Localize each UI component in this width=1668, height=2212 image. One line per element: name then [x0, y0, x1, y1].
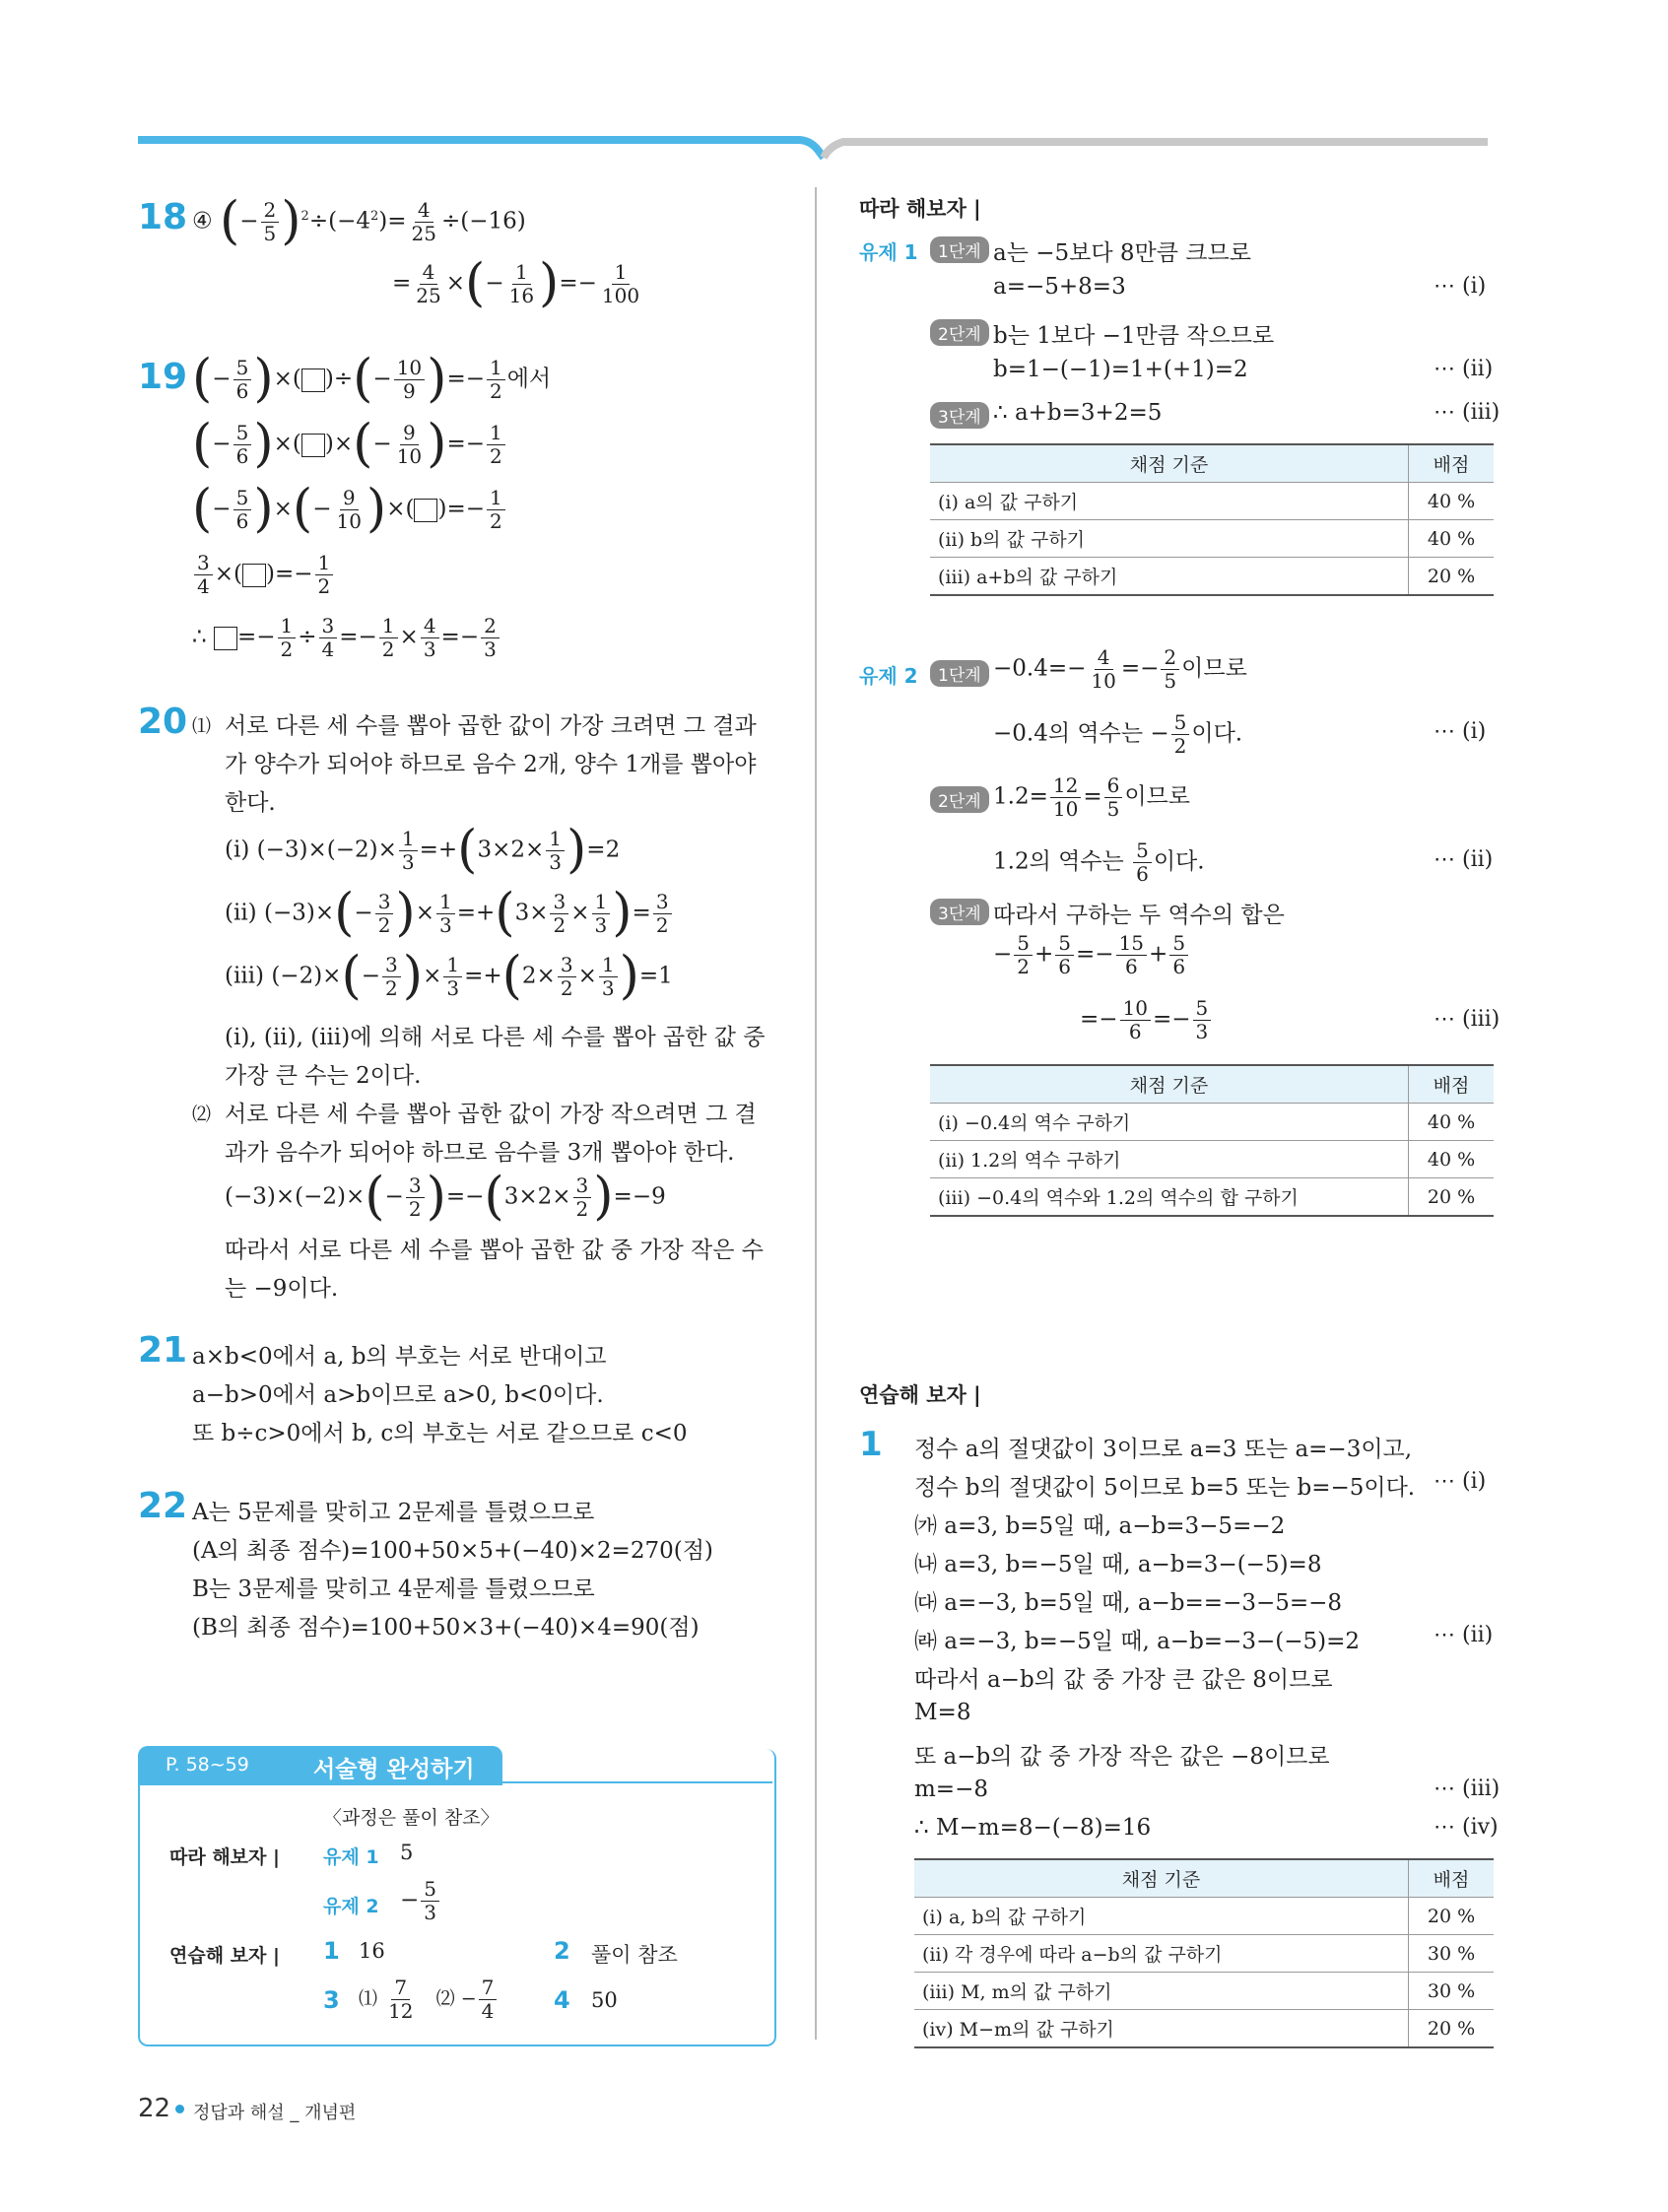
pr1-mark4: ⋯ (ⅳ) — [1434, 1815, 1499, 1840]
p22-line1: A는 5문제를 맞히고 2문제를 틀렸으므로 — [192, 1500, 595, 1525]
ex1-table-h1: 채점 기준 — [930, 444, 1409, 483]
pr1-line1: 정수 a의 절댓값이 3이므로 a=3 또는 a=−3이고, — [914, 1437, 1413, 1462]
pr1-line8: M=8 — [914, 1700, 971, 1725]
table-row: (ⅰ) a, b의 값 구하기 20 % — [914, 1898, 1494, 1935]
problem-number-19: 19 — [138, 357, 188, 397]
table-row: (ⅲ) −0.4의 역수와 1.2의 역수의 합 구하기 20 % — [930, 1178, 1494, 1217]
ex2-step1: 1단계 — [930, 660, 989, 687]
p22-line2: (A의 최종 점수)=100+50×5+(−40)×2=270(점) — [192, 1538, 713, 1564]
summary-a2-value: 풀이 참조 — [591, 1943, 678, 1967]
ex1-s3-eq: ∴ a+b=3+2=5 — [993, 400, 1163, 426]
pr1-line4: ㈏ a=3, b=−5일 때, a−b=3−(−5)=8 — [914, 1552, 1322, 1577]
p21-line2: a−b>0에서 a>b이므로 a>0, b<0이다. — [192, 1382, 604, 1408]
p20-part2-line2: 과가 음수가 되어야 하므로 음수를 3개 뽑아야 한다. — [225, 1140, 735, 1166]
column-divider — [815, 187, 817, 2040]
footer-page-number: 22 — [138, 2094, 171, 2123]
p20-part1-mark: ⑴ — [192, 715, 212, 737]
problem-number-21: 21 — [138, 1330, 188, 1371]
p20-part1-line1: 서로 다른 세 수를 뽑아 곱한 값이 가장 크려면 그 결과 — [225, 713, 757, 739]
ex2-grading-table — [930, 1064, 1494, 1217]
p21-line3: 또 b÷c>0에서 b, c의 부호는 서로 같으므로 c<0 — [192, 1421, 688, 1446]
summary-ex1-label: 유제 1 — [323, 1846, 379, 1868]
table-row: (ⅱ) b의 값 구하기 40 % — [930, 520, 1494, 558]
problem-number-18: 18 — [138, 197, 188, 237]
ex2-table-h2: 배점 — [1409, 1065, 1495, 1104]
summary-note: 〈과정은 풀이 참조〉 — [323, 1807, 500, 1829]
p20-part2-concl2: 는 −9이다. — [225, 1276, 339, 1302]
summary-practice-label: 연습해 보자 | — [169, 1945, 280, 1967]
pr1-table-h2: 배점 — [1409, 1859, 1495, 1898]
ex2-mark3: ⋯ (ⅲ) — [1434, 1007, 1501, 1032]
pr1-line11: ∴ M−m=8−(−8)=16 — [914, 1815, 1152, 1841]
ex2-mark1: ⋯ (ⅰ) — [1434, 719, 1487, 744]
summary-a4-num: 4 — [554, 1986, 570, 2014]
pr1-line6: ㈑ a=−3, b=−5일 때, a−b=−3−(−5)=2 — [914, 1629, 1361, 1654]
summary-ex2-label: 유제 2 — [323, 1896, 379, 1917]
summary-ex1-value: 5 — [400, 1841, 414, 1864]
p20-part1-line3: 한다. — [225, 790, 276, 816]
pr1-mark3: ⋯ (ⅲ) — [1434, 1776, 1501, 1801]
summary-ex2-value: − $\frac{5}{3}$ — [400, 1878, 441, 1924]
ex2-s3-eq2: =− $\frac{10}{6}$ =− $\frac{5}{3}$ — [1080, 997, 1213, 1043]
p18-line2: = $\frac{4}{25}$ ×(− $\frac{1}{16}$ )=− $\frac{1}{100}$ — [392, 253, 640, 313]
ex1-label: 유제 1 — [859, 240, 918, 264]
ex1-mark1: ⋯ (ⅰ) — [1434, 274, 1487, 299]
pr1-line2: 정수 b의 절댓값이 5이므로 b=5 또는 b=−5이다. — [914, 1475, 1416, 1501]
p20-part2-mark: ⑵ — [192, 1104, 212, 1125]
p20-part2-concl1: 따라서 서로 다른 세 수를 뽑아 곱한 값 중 가장 작은 수 — [225, 1238, 764, 1263]
practice-title: 연습해 보자 | — [859, 1383, 981, 1407]
problem-number-20: 20 — [138, 702, 188, 742]
header-decoration — [0, 128, 1668, 168]
ex2-step2: 2단계 — [930, 786, 989, 813]
ex1-step1: 1단계 — [930, 236, 989, 263]
table-row: (ⅲ) M, m의 값 구하기 30 % — [914, 1973, 1494, 2010]
summary-a3-num: 3 — [323, 1986, 340, 2014]
summary-pages: P. 58~59 — [166, 1754, 249, 1776]
pr1-line3: ㈎ a=3, b=5일 때, a−b=3−5=−2 — [914, 1513, 1286, 1539]
p20-case2: (ⅱ) (−3)×(− $\frac{3}{2}$ )× $\frac{1}{3}$ =+(3× $\frac{3}{2}$ × $\frac{1}{3}$ )= $\frac{3}{2}$ — [225, 891, 674, 937]
ex2-s3-text: 따라서 구하는 두 역수의 합은 — [993, 903, 1285, 928]
ex2-s1b: −0.4의 역수는 − $\frac{5}{2}$ 이다. — [993, 710, 1243, 758]
table-row: (ⅱ) 1.2의 역수 구하기 40 % — [930, 1141, 1494, 1178]
p20-part2-line1: 서로 다른 세 수를 뽑아 곱한 값이 가장 작으려면 그 결 — [225, 1102, 757, 1127]
ex2-label: 유제 2 — [859, 664, 918, 688]
ex1-s1-text: a는 −5보다 8만큼 크므로 — [993, 240, 1251, 266]
p19-line3: (− $\frac{5}{6}$ )×(− $\frac{9}{10}$ )×( )=− $\frac{1}{2}$ — [192, 487, 507, 533]
ex1-s2-eq: b=1−(−1)=1+(+1)=2 — [993, 357, 1248, 382]
ex2-s2b: 1.2의 역수는 $\frac{5}{6}$ 이다. — [993, 838, 1205, 886]
summary-a1-value: 16 — [359, 1939, 385, 1963]
p21-line1: a×b<0에서 a, b의 부호는 서로 반대이고 — [192, 1344, 607, 1370]
p20-part2-eq: (−3)×(−2)×(− $\frac{3}{2}$ )=−(3×2× $\frac{3}{2}$ )=−9 — [225, 1167, 666, 1227]
table-row: (ⅱ) 각 경우에 따라 a−b의 값 구하기 30 % — [914, 1935, 1494, 1973]
footer-text: 정답과 해설 _ 개념편 — [193, 2103, 357, 2123]
ex2-s2-eq: 1.2= $\frac{12}{10}$ = $\frac{6}{5}$ 이므로 — [993, 773, 1190, 821]
summary-title: 서술형 완성하기 — [313, 1757, 475, 1782]
pr1-line10: m=−8 — [914, 1776, 988, 1802]
p20-part1-concl1: (ⅰ), (ⅱ), (ⅲ)에 의해 서로 다른 세 수를 뽑아 곱한 값 중 — [225, 1025, 766, 1050]
practice-number-1: 1 — [859, 1425, 883, 1464]
table-row: (ⅰ) a의 값 구하기 40 % — [930, 483, 1494, 520]
summary-a3-value: ⑴ $\frac{7}{12}$ ⑵ − $\frac{7}{4}$ — [359, 1977, 499, 2023]
p20-part1-line2: 가 양수가 되어야 하므로 음수 2개, 양수 1개를 뽑아야 — [225, 752, 757, 777]
pr1-line9: 또 a−b의 값 중 가장 작은 값은 −8이므로 — [914, 1744, 1330, 1770]
pr1-table-h1: 채점 기준 — [914, 1859, 1409, 1898]
p19-line1: (− $\frac{5}{6}$ )×( )÷(− $\frac{10}{9}$ )=− $\frac{1}{2}$ 에서 — [192, 349, 552, 409]
p19-line2: (− $\frac{5}{6}$ )×( )×(− $\frac{9}{10}$ )=− $\frac{1}{2}$ — [192, 422, 507, 468]
pr1-mark2: ⋯ (ⅱ) — [1434, 1623, 1494, 1647]
ex1-step3: 3단계 — [930, 402, 989, 429]
summary-a1-num: 1 — [323, 1937, 340, 1965]
ex2-s3-eq1: − $\frac{5}{2}$ + $\frac{5}{6}$ =− $\frac{15}{6}$ + $\frac{5}{6}$ — [993, 932, 1190, 978]
pr1-mark1: ⋯ (ⅰ) — [1434, 1469, 1487, 1494]
ex1-step2: 2단계 — [930, 319, 989, 346]
ex1-grading-table — [930, 443, 1494, 596]
ex1-s2-text: b는 1보다 −1만큼 작으므로 — [993, 323, 1275, 349]
ex1-table-h2: 배점 — [1409, 444, 1495, 483]
pr1-line5: ㈐ a=−3, b=5일 때, a−b==−3−5=−8 — [914, 1590, 1343, 1616]
p20-part1-concl2: 가장 큰 수는 2이다. — [225, 1063, 422, 1089]
summary-tab-line — [502, 1781, 772, 1783]
ex2-s1-eq: −0.4=− $\frac{4}{10}$ =− $\frac{2}{5}$ 이므로 — [993, 645, 1247, 693]
follow-title: 따라 해보자 | — [859, 197, 981, 221]
pr1-line7: 따라서 a−b의 값 중 가장 큰 값은 8이므로 — [914, 1667, 1333, 1693]
ex2-step3: 3단계 — [930, 899, 989, 925]
summary-a4-value: 50 — [591, 1988, 618, 2012]
ex1-mark2: ⋯ (ⅱ) — [1434, 357, 1494, 381]
problem-number-22: 22 — [138, 1486, 188, 1526]
ex2-mark2: ⋯ (ⅱ) — [1434, 847, 1494, 872]
footer-dot-icon — [175, 2105, 184, 2113]
ex2-table-h1: 채점 기준 — [930, 1065, 1409, 1104]
p19-line4: $\frac{3}{4}$ ×( )=− $\frac{1}{2}$ — [192, 552, 335, 598]
p22-line3: B는 3문제를 맞히고 4문제를 틀렸으므로 — [192, 1576, 595, 1602]
summary-a2-num: 2 — [554, 1937, 570, 1965]
table-row: (ⅳ) M−m의 값 구하기 20 % — [914, 2010, 1494, 2048]
summary-follow-label: 따라 해보자 | — [169, 1846, 280, 1868]
pr1-grading-table — [914, 1858, 1494, 2048]
table-row: (ⅰ) −0.4의 역수 구하기 40 % — [930, 1104, 1494, 1141]
p22-line4: (B의 최종 점수)=100+50×3+(−40)×4=90(점) — [192, 1615, 700, 1641]
table-row: (ⅲ) a+b의 값 구하기 20 % — [930, 558, 1494, 596]
p20-case3: (ⅲ) (−2)×(− $\frac{3}{2}$ )× $\frac{1}{3}$ =+(2× $\frac{3}{2}$ × $\frac{1}{3}$ )=1 — [225, 946, 673, 1006]
p18-line1: ④ (− $\frac{2}{5}$ )$^2\div(-4^2)=$ $\frac{4}{25}$ ÷(−16) — [192, 191, 526, 251]
ex1-s1-eq: a=−5+8=3 — [993, 274, 1126, 300]
ex1-mark3: ⋯ (ⅲ) — [1434, 400, 1501, 425]
p20-case1: (ⅰ) (−3)×(−2)× $\frac{1}{3}$ =+(3×2× $\frac{1}{3}$ )=2 — [225, 820, 621, 880]
p19-line5: ∴ =− $\frac{1}{2}$ ÷ $\frac{3}{4}$ =− $\frac{1}{2}$ × $\frac{4}{3}$ =− $\frac{2}{3}$ — [192, 615, 501, 661]
